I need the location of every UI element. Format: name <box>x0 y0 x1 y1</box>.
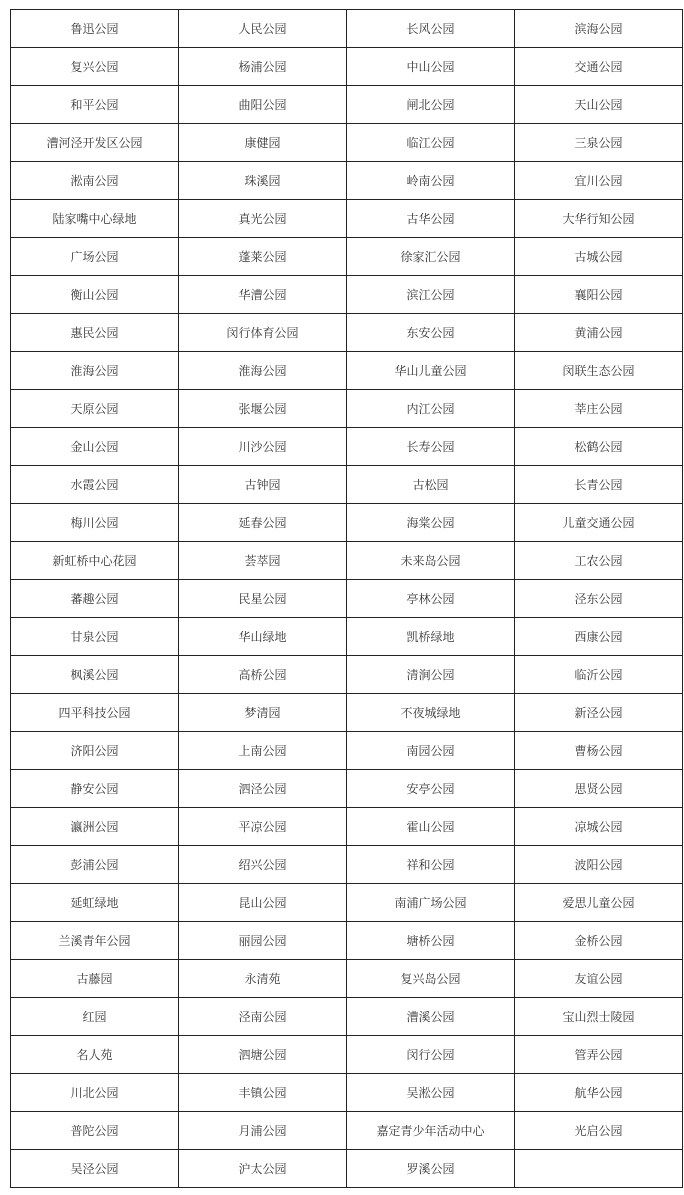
park-name-cell: 民星公园 <box>179 580 347 618</box>
table-row <box>11 162 683 200</box>
park-name-cell: 航华公园 <box>515 1074 683 1112</box>
park-name-cell: 长寿公园 <box>347 428 515 466</box>
park-name-cell: 中山公园 <box>347 48 515 86</box>
park-name-cell <box>515 1150 683 1188</box>
park-name-cell: 淞南公园 <box>11 162 179 200</box>
park-name-cell: 高桥公园 <box>179 656 347 694</box>
table-row <box>11 200 683 238</box>
park-name-cell: 古藤园 <box>11 960 179 998</box>
park-name-cell: 华漕公园 <box>179 276 347 314</box>
park-name-cell: 杨浦公园 <box>179 48 347 86</box>
table-row <box>11 48 683 86</box>
park-name-cell: 兰溪青年公园 <box>11 922 179 960</box>
park-name-cell: 大华行知公园 <box>515 200 683 238</box>
park-name-cell: 陆家嘴中心绿地 <box>11 200 179 238</box>
park-name-cell: 延虹绿地 <box>11 884 179 922</box>
park-name-cell: 水霞公园 <box>11 466 179 504</box>
park-name-cell: 蓬莱公园 <box>179 238 347 276</box>
park-name-cell: 珠溪园 <box>179 162 347 200</box>
park-name-cell: 沪太公园 <box>179 1150 347 1188</box>
park-name-cell: 松鹤公园 <box>515 428 683 466</box>
park-name-cell: 泾南公园 <box>179 998 347 1036</box>
table-row <box>11 124 683 162</box>
park-name-cell: 管弄公园 <box>515 1036 683 1074</box>
park-name-cell: 临江公园 <box>347 124 515 162</box>
table-row <box>11 960 683 998</box>
table-row <box>11 770 683 808</box>
park-name-cell: 天原公园 <box>11 390 179 428</box>
park-name-cell: 岭南公园 <box>347 162 515 200</box>
park-name-cell: 真光公园 <box>179 200 347 238</box>
table-row <box>11 732 683 770</box>
park-name-cell: 襄阳公园 <box>515 276 683 314</box>
park-name-cell: 塘桥公园 <box>347 922 515 960</box>
park-name-cell: 凯桥绿地 <box>347 618 515 656</box>
park-name-cell: 鲁迅公园 <box>11 10 179 48</box>
park-name-cell: 月浦公园 <box>179 1112 347 1150</box>
park-name-cell: 延春公园 <box>179 504 347 542</box>
park-name-cell: 瀛洲公园 <box>11 808 179 846</box>
park-name-cell: 古钟园 <box>179 466 347 504</box>
park-name-cell: 曲阳公园 <box>179 86 347 124</box>
park-name-cell: 枫溪公园 <box>11 656 179 694</box>
park-name-cell: 平凉公园 <box>179 808 347 846</box>
park-name-cell: 新虹桥中心花园 <box>11 542 179 580</box>
park-name-cell: 凉城公园 <box>515 808 683 846</box>
park-name-cell: 四平科技公园 <box>11 694 179 732</box>
table-row <box>11 656 683 694</box>
park-name-cell: 新泾公园 <box>515 694 683 732</box>
park-name-cell: 昆山公园 <box>179 884 347 922</box>
table-row <box>11 1074 683 1112</box>
park-name-cell: 波阳公园 <box>515 846 683 884</box>
park-name-cell: 复兴岛公园 <box>347 960 515 998</box>
park-name-cell: 复兴公园 <box>11 48 179 86</box>
park-name-cell: 古城公园 <box>515 238 683 276</box>
park-name-cell: 华山儿童公园 <box>347 352 515 390</box>
table-row <box>11 922 683 960</box>
park-name-cell: 泗泾公园 <box>179 770 347 808</box>
park-name-cell: 广场公园 <box>11 238 179 276</box>
park-name-cell: 惠民公园 <box>11 314 179 352</box>
park-name-cell: 泾东公园 <box>515 580 683 618</box>
park-name-cell: 不夜城绿地 <box>347 694 515 732</box>
table-row <box>11 580 683 618</box>
park-name-cell: 金山公园 <box>11 428 179 466</box>
park-table-body <box>11 10 683 1188</box>
park-name-cell: 南浦广场公园 <box>347 884 515 922</box>
park-name-cell: 交通公园 <box>515 48 683 86</box>
table-row <box>11 694 683 732</box>
table-row <box>11 466 683 504</box>
park-name-cell: 友谊公园 <box>515 960 683 998</box>
park-name-cell: 黄浦公园 <box>515 314 683 352</box>
table-row <box>11 884 683 922</box>
park-name-cell: 泗塘公园 <box>179 1036 347 1074</box>
table-row <box>11 1036 683 1074</box>
park-name-cell: 宝山烈士陵园 <box>515 998 683 1036</box>
park-name-cell: 临沂公园 <box>515 656 683 694</box>
park-name-cell: 儿童交通公园 <box>515 504 683 542</box>
park-name-cell: 梅川公园 <box>11 504 179 542</box>
park-name-cell: 嘉定青少年活动中心 <box>347 1112 515 1150</box>
park-name-cell: 张堰公园 <box>179 390 347 428</box>
park-name-cell: 衡山公园 <box>11 276 179 314</box>
park-name-cell: 闵行公园 <box>347 1036 515 1074</box>
park-name-cell: 红园 <box>11 998 179 1036</box>
park-name-cell: 丽园公园 <box>179 922 347 960</box>
table-row <box>11 86 683 124</box>
park-name-cell: 金桥公园 <box>515 922 683 960</box>
table-row <box>11 504 683 542</box>
park-name-cell: 光启公园 <box>515 1112 683 1150</box>
table-row <box>11 542 683 580</box>
park-name-cell: 吴淞公园 <box>347 1074 515 1112</box>
park-name-cell: 淮海公园 <box>11 352 179 390</box>
park-name-cell: 川北公园 <box>11 1074 179 1112</box>
park-name-cell: 曹杨公园 <box>515 732 683 770</box>
park-name-cell: 永清苑 <box>179 960 347 998</box>
park-name-cell: 绍兴公园 <box>179 846 347 884</box>
park-name-cell: 梦清园 <box>179 694 347 732</box>
park-name-cell: 甘泉公园 <box>11 618 179 656</box>
table-row <box>11 238 683 276</box>
park-name-cell: 滨海公园 <box>515 10 683 48</box>
park-name-cell: 清涧公园 <box>347 656 515 694</box>
park-name-cell: 天山公园 <box>515 86 683 124</box>
table-row <box>11 846 683 884</box>
park-name-cell: 莘庄公园 <box>515 390 683 428</box>
park-name-cell: 内江公园 <box>347 390 515 428</box>
table-row <box>11 1150 683 1188</box>
table-row <box>11 428 683 466</box>
table-row <box>11 276 683 314</box>
park-name-cell: 闸北公园 <box>347 86 515 124</box>
park-name-cell: 祥和公园 <box>347 846 515 884</box>
park-name-cell: 三泉公园 <box>515 124 683 162</box>
park-name-cell: 丰镇公园 <box>179 1074 347 1112</box>
park-name-cell: 东安公园 <box>347 314 515 352</box>
park-name-cell: 闵行体育公园 <box>179 314 347 352</box>
park-list-table <box>10 9 683 1188</box>
table-row <box>11 618 683 656</box>
table-row <box>11 352 683 390</box>
park-name-cell: 爱思儿童公园 <box>515 884 683 922</box>
park-name-cell: 未来岛公园 <box>347 542 515 580</box>
park-name-cell: 罗溪公园 <box>347 1150 515 1188</box>
park-name-cell: 名人苑 <box>11 1036 179 1074</box>
park-name-cell: 闵联生态公园 <box>515 352 683 390</box>
park-name-cell: 滨江公园 <box>347 276 515 314</box>
table-row <box>11 808 683 846</box>
park-name-cell: 康健园 <box>179 124 347 162</box>
park-name-cell: 人民公园 <box>179 10 347 48</box>
park-name-cell: 吴泾公园 <box>11 1150 179 1188</box>
table-row <box>11 314 683 352</box>
park-name-cell: 安亭公园 <box>347 770 515 808</box>
park-name-cell: 荟萃园 <box>179 542 347 580</box>
table-row <box>11 998 683 1036</box>
park-name-cell: 普陀公园 <box>11 1112 179 1150</box>
park-name-cell: 霍山公园 <box>347 808 515 846</box>
park-name-cell: 长青公园 <box>515 466 683 504</box>
park-name-cell: 宜川公园 <box>515 162 683 200</box>
park-name-cell: 海棠公园 <box>347 504 515 542</box>
park-name-cell: 徐家汇公园 <box>347 238 515 276</box>
park-name-cell: 古华公园 <box>347 200 515 238</box>
park-name-cell: 济阳公园 <box>11 732 179 770</box>
park-name-cell: 川沙公园 <box>179 428 347 466</box>
park-name-cell: 漕河泾开发区公园 <box>11 124 179 162</box>
park-name-cell: 漕溪公园 <box>347 998 515 1036</box>
park-name-cell: 西康公园 <box>515 618 683 656</box>
table-row <box>11 390 683 428</box>
park-name-cell: 淮海公园 <box>179 352 347 390</box>
park-name-cell: 和平公园 <box>11 86 179 124</box>
park-name-cell: 蕃趣公园 <box>11 580 179 618</box>
park-name-cell: 长风公园 <box>347 10 515 48</box>
park-name-cell: 上南公园 <box>179 732 347 770</box>
park-name-cell: 亭林公园 <box>347 580 515 618</box>
park-name-cell: 华山绿地 <box>179 618 347 656</box>
table-row <box>11 1112 683 1150</box>
table-row <box>11 10 683 48</box>
park-name-cell: 彭浦公园 <box>11 846 179 884</box>
park-name-cell: 古松园 <box>347 466 515 504</box>
park-name-cell: 思贤公园 <box>515 770 683 808</box>
park-name-cell: 南园公园 <box>347 732 515 770</box>
park-name-cell: 工农公园 <box>515 542 683 580</box>
park-name-cell: 静安公园 <box>11 770 179 808</box>
